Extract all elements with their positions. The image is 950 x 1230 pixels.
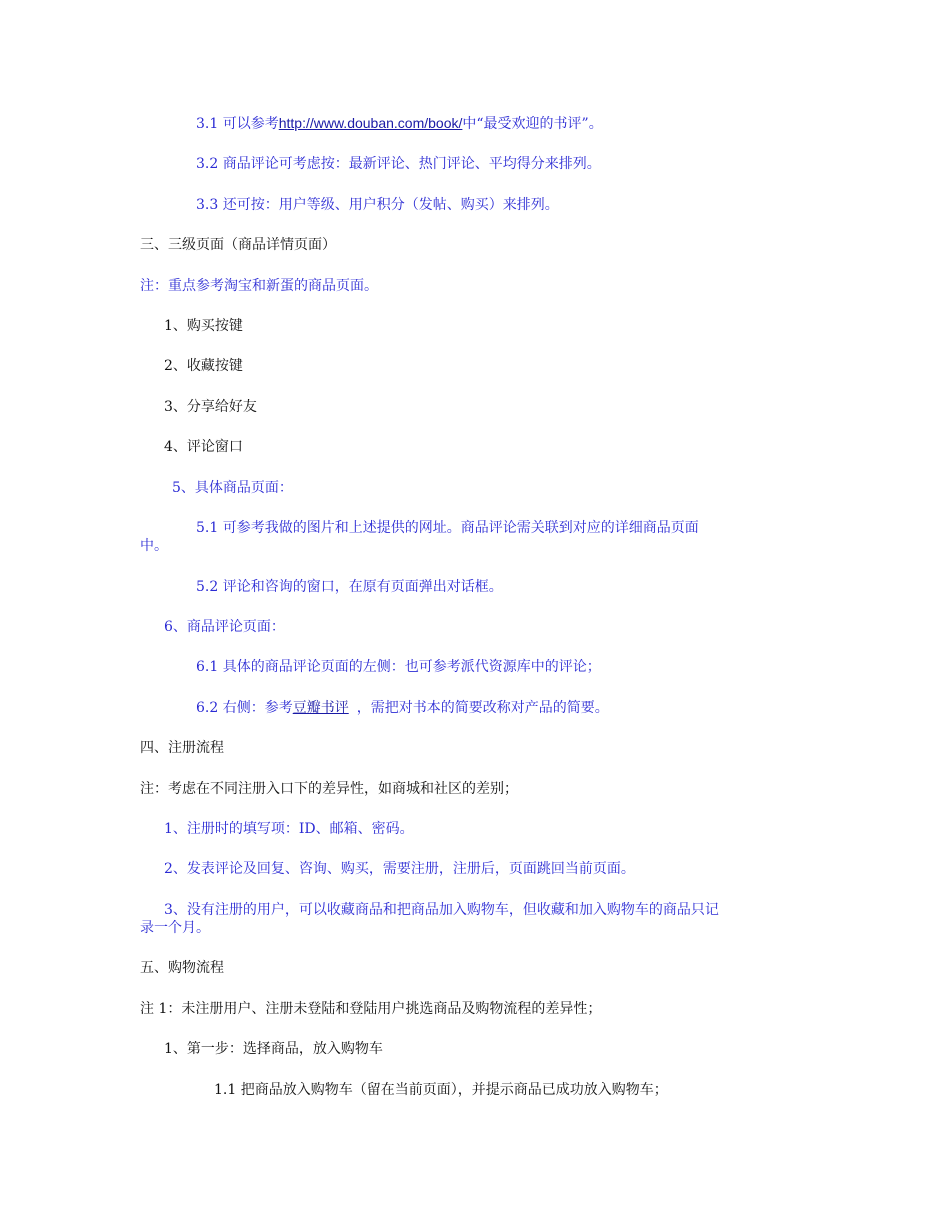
douban-review-link[interactable]: 豆瓣书评 bbox=[292, 700, 349, 716]
registration-item-1: 1、注册时的填写项：ID、邮箱、密码。 bbox=[164, 821, 414, 837]
shopping-step-1: 1、第一步：选择商品，放入购物车 bbox=[164, 1041, 383, 1057]
heading-registration: 四、注册流程 bbox=[140, 740, 224, 756]
item-product-page: 5、具体商品页面： bbox=[172, 480, 293, 496]
registration-item-3-line2: 录一个月。 bbox=[140, 920, 210, 936]
item-buy-button: 1、购买按键 bbox=[164, 318, 243, 334]
section-6-1: 6.1 具体的商品评论页面的左侧：也可参考派代资源库中的评论； bbox=[196, 659, 601, 675]
note-registration: 注：考虑在不同注册入口下的差异性，如商城和社区的差别； bbox=[140, 781, 518, 797]
section-6-2-prefix: 6.2 右侧：参考 bbox=[196, 700, 293, 716]
douban-book-link[interactable]: http://www.douban.com/book/ bbox=[278, 115, 463, 131]
section-6-2-suffix: ，需把对书本的简要改称对产品的简要。 bbox=[356, 700, 609, 716]
registration-item-2: 2、发表评论及回复、咨询、购买，需要注册，注册后，页面跳回当前页面。 bbox=[164, 861, 635, 877]
note-shopping: 注 1：未注册用户、注册未登陆和登陆用户挑选商品及购物流程的差异性； bbox=[140, 1001, 602, 1017]
item-share-friends: 3、分享给好友 bbox=[164, 399, 257, 415]
section-3-1-suffix: 中“最受欢迎的书评”。 bbox=[462, 116, 603, 132]
section-3-1-prefix: 3.1 可以参考 bbox=[196, 116, 279, 132]
section-6-2 bbox=[196, 699, 609, 718]
section-3-1 bbox=[196, 114, 603, 134]
heading-level3-page: 三、三级页面（商品详情页面） bbox=[140, 237, 336, 253]
heading-shopping: 五、购物流程 bbox=[140, 960, 224, 976]
item-review-page: 6、商品评论页面： bbox=[164, 619, 285, 635]
note-taobao-newegg: 注：重点参考淘宝和新蛋的商品页面。 bbox=[140, 278, 378, 294]
item-comment-window: 4、评论窗口 bbox=[164, 439, 243, 455]
shopping-step-1-1: 1.1 把商品放入购物车（留在当前页面），并提示商品已成功放入购物车； bbox=[214, 1082, 668, 1098]
section-5-2: 5.2 评论和咨询的窗口，在原有页面弹出对话框。 bbox=[196, 579, 503, 595]
section-3-2: 3.2 商品评论可考虑按：最新评论、热门评论、平均得分来排列。 bbox=[196, 156, 601, 172]
registration-item-3-line1: 3、没有注册的用户，可以收藏商品和把商品加入购物车，但收藏和加入购物车的商品只记 bbox=[164, 902, 719, 918]
section-5-1-line1: 5.1 可参考我做的图片和上述提供的网址。商品评论需关联到对应的详细商品页面 bbox=[196, 520, 699, 536]
section-5-1-line2: 中。 bbox=[140, 538, 168, 554]
item-favorite-button: 2、收藏按键 bbox=[164, 358, 243, 374]
section-3-3: 3.3 还可按：用户等级、用户积分（发帖、购买）来排列。 bbox=[196, 197, 559, 213]
